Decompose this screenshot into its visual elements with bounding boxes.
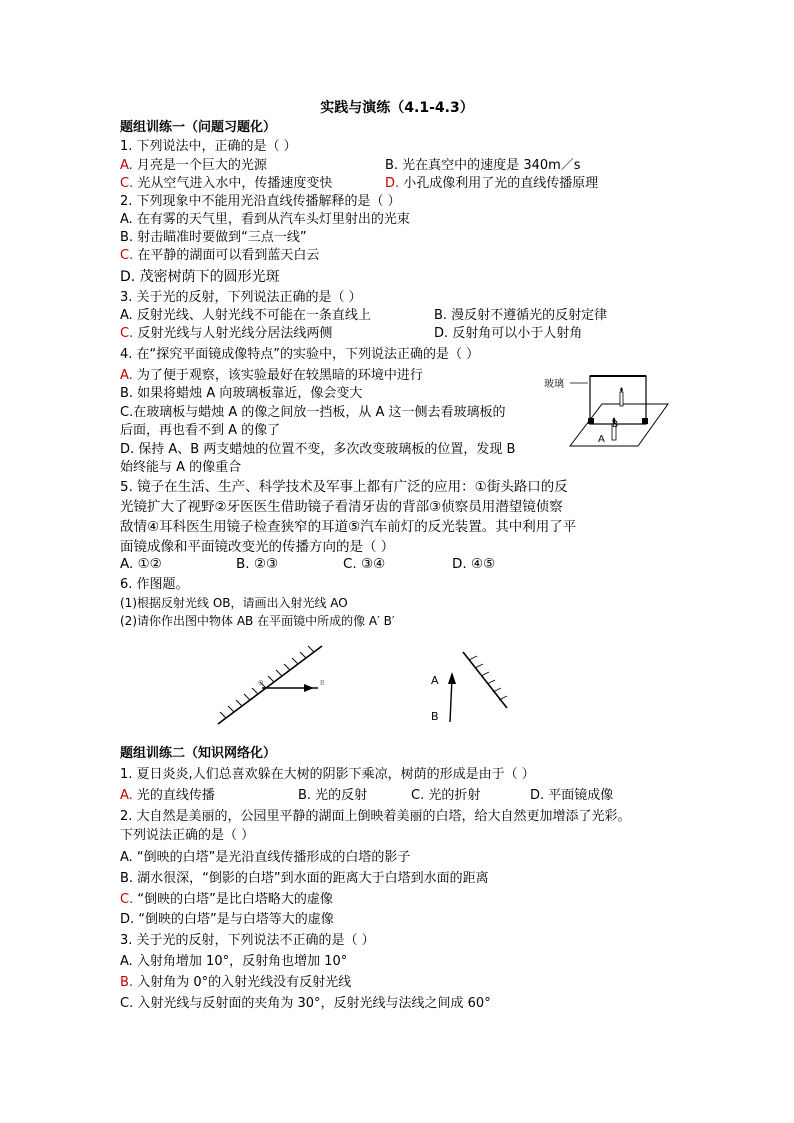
q1-a-text: 月亮是一个巨大的光源 xyxy=(132,158,267,173)
s2-q1-option-d: D. 平面镜成像 xyxy=(530,788,614,803)
s2-q3-option-c: C. 入射光线与反射面的夹角为 30°，反射光线与法线之间成 60° xyxy=(120,996,491,1011)
q3-option-b: B. 漫反射不遵循光的反射定律 xyxy=(434,308,608,323)
q6-fig-a-label: A xyxy=(431,674,439,687)
section1-header: 题组训练一（问题习题化） xyxy=(120,120,277,135)
s2-q1-stem: 1. 夏日炎炎,人们总喜欢躲在大树的阴影下乘凉，树荫的形成是由于（ ） xyxy=(120,767,535,782)
q3-option-c xyxy=(120,325,332,343)
q1-c-letter: C. xyxy=(120,176,134,191)
q5-line1: 5. 镜子在生活、生产、科学技术及军事上都有广泛的应用：①街头路口的反 xyxy=(120,479,568,495)
q4-stem: 4. 在“探究平面镜成像特点”的实验中，下列说法正确的是（ ） xyxy=(120,347,480,362)
q6-mirror-image-figure xyxy=(425,648,525,728)
q6-stem: 6. 作图题。 xyxy=(120,577,189,592)
q6-part1: (1)根据反射光线 OB，请画出入射光线 AO xyxy=(120,596,348,610)
q6-fig-b-object-label: B xyxy=(431,710,439,723)
q6-fig-o-label: O xyxy=(258,679,264,687)
q3-option-a: A. 反射光线、人射光线不可能在一条直线上 xyxy=(120,308,371,323)
section2-header: 题组训练二（知识网络化） xyxy=(120,746,277,761)
s2-q2-option-b: B. 湖水很深，“倒影的白塔”到水面的距离大于白塔到水面的距离 xyxy=(120,871,489,886)
s2-q2-option-a: A. “倒映的白塔”是光沿直线传播形成的白塔的影子 xyxy=(120,850,411,865)
s2-q3-option-a: A. 入射角增加 10°，反射角也增加 10° xyxy=(120,954,348,969)
q6-fig-b-label: B xyxy=(320,679,325,687)
q4-option-d-line2: 始终能与 A 的像重合 xyxy=(120,460,242,475)
q4-option-c-line2: 后面，再也看不到 A 的像了 xyxy=(120,423,281,438)
q2-option-d: D. 茂密树荫下的圆形光斑 xyxy=(120,269,280,285)
q5-option-d: D. ④⑤ xyxy=(452,556,496,572)
q1-c-text: 光从空气进入水中，传播速度变快 xyxy=(133,176,333,191)
q3-c-letter: C. xyxy=(120,326,134,341)
q5-option-a: A. ①② xyxy=(120,556,162,572)
q4-option-a xyxy=(120,367,423,385)
q5-line4: 面镜成像和平面镜改变光的传播方向的是（ ） xyxy=(120,539,395,555)
q4-fig-b-label: B xyxy=(612,420,619,430)
q4-fig-a-label: A xyxy=(598,434,605,445)
s2-q3-stem: 3. 关于光的反射，下列说法不正确的是（ ） xyxy=(120,933,375,948)
q4-fig-glass-label: 玻璃 xyxy=(544,379,564,390)
q2-c-text: 在平静的湖面可以看到蓝天白云 xyxy=(133,248,320,263)
q1-option-c xyxy=(120,175,332,193)
s2-q1-option-b: B. 光的反射 xyxy=(298,788,368,803)
s2-q3-b-text: 入射角为 0°的入射光线没有反射光线 xyxy=(133,975,352,990)
q2-stem: 2. 下列现象中不能用光沿直线传播解释的是（ ） xyxy=(120,194,401,209)
q3-stem: 3. 关于光的反射，下列说法正确的是（ ） xyxy=(120,290,362,305)
q1-option-d xyxy=(385,175,598,193)
q4-a-text: 为了便于观察，该实验最好在较黑暗的环境中进行 xyxy=(132,368,423,383)
q3-c-text: 反射光线与人射光线分居法线两侧 xyxy=(133,326,333,341)
s2-q2-option-d: D. “倒映的白塔”是与白塔等大的虚像 xyxy=(120,912,334,927)
q4-option-c-line1: C.在玻璃板与蜡烛 A 的像之间放一挡板，从 A 这一侧去看玻璃板的 xyxy=(120,405,506,420)
s2-q1-option-a xyxy=(120,787,215,805)
q3-option-d: D. 反射角可以小于人射角 xyxy=(434,326,583,341)
q2-option-b: B. 射击瞄准时要做到“三点一线” xyxy=(120,230,307,245)
q6-reflection-figure xyxy=(212,640,332,730)
s2-q1-a-text: 光的直线传播 xyxy=(132,788,215,803)
s2-q3-b-letter: B. xyxy=(120,975,134,990)
q6-part2: (2)请你作出图中物体 AB 在平面镜中所成的像 A′ B′ xyxy=(120,614,395,628)
q5-line2: 光镜扩大了视野②牙医医生借助镜子看清牙齿的背部③侦察员用潜望镜侦察 xyxy=(120,499,563,515)
q5-option-b: B. ②③ xyxy=(236,556,279,572)
q4-a-letter: A. xyxy=(120,368,133,383)
s2-q2-c-text: “倒映的白塔”是比白塔略大的虚像 xyxy=(133,892,333,907)
q5-option-c: C. ③④ xyxy=(343,556,386,572)
s2-q1-a-letter: A. xyxy=(120,788,133,803)
q1-a-letter: A. xyxy=(120,158,133,173)
page-title: 实践与演练（4.1-4.3） xyxy=(320,100,474,116)
q1-stem: 1. 下列说法中，正确的是（ ） xyxy=(120,139,297,154)
q1-option-b: B. 光在真空中的速度是 340m／s xyxy=(385,158,581,173)
s2-q2-option-c xyxy=(120,891,333,909)
q1-option-a xyxy=(120,157,267,175)
q5-line3: 敌情④耳科医生用镜子检查狭窄的耳道⑤汽车前灯的反光装置。其中利用了平 xyxy=(120,519,577,535)
q2-option-c xyxy=(120,247,319,265)
q4-option-b: B. 如果将蜡烛 A 向玻璃板靠近，像会变大 xyxy=(120,386,363,401)
s2-q3-option-b xyxy=(120,974,351,992)
s2-q2-stem-line2: 下列说法正确的是（ ） xyxy=(120,828,255,843)
s2-q1-option-c: C. 光的折射 xyxy=(411,788,481,803)
q4-option-d-line1: D. 保持 A、B 两支蜡烛的位置不变，多次改变玻璃板的位置，发现 B xyxy=(120,442,516,457)
q1-d-letter: D. xyxy=(385,176,400,191)
s2-q2-stem-line1: 2. 大自然是美丽的，公园里平静的湖面上倒映着美丽的白塔，给大自然更加增添了光彩。 xyxy=(120,809,631,824)
s2-q2-c-letter: C. xyxy=(120,892,134,907)
q2-c-letter: C. xyxy=(120,248,134,263)
q4-glass-figure xyxy=(540,370,670,450)
q2-option-a: A. 在有雾的天气里，看到从汽车头灯里射出的光束 xyxy=(120,212,410,227)
q1-d-text: 小孔成像利用了光的直线传播原理 xyxy=(399,176,599,191)
